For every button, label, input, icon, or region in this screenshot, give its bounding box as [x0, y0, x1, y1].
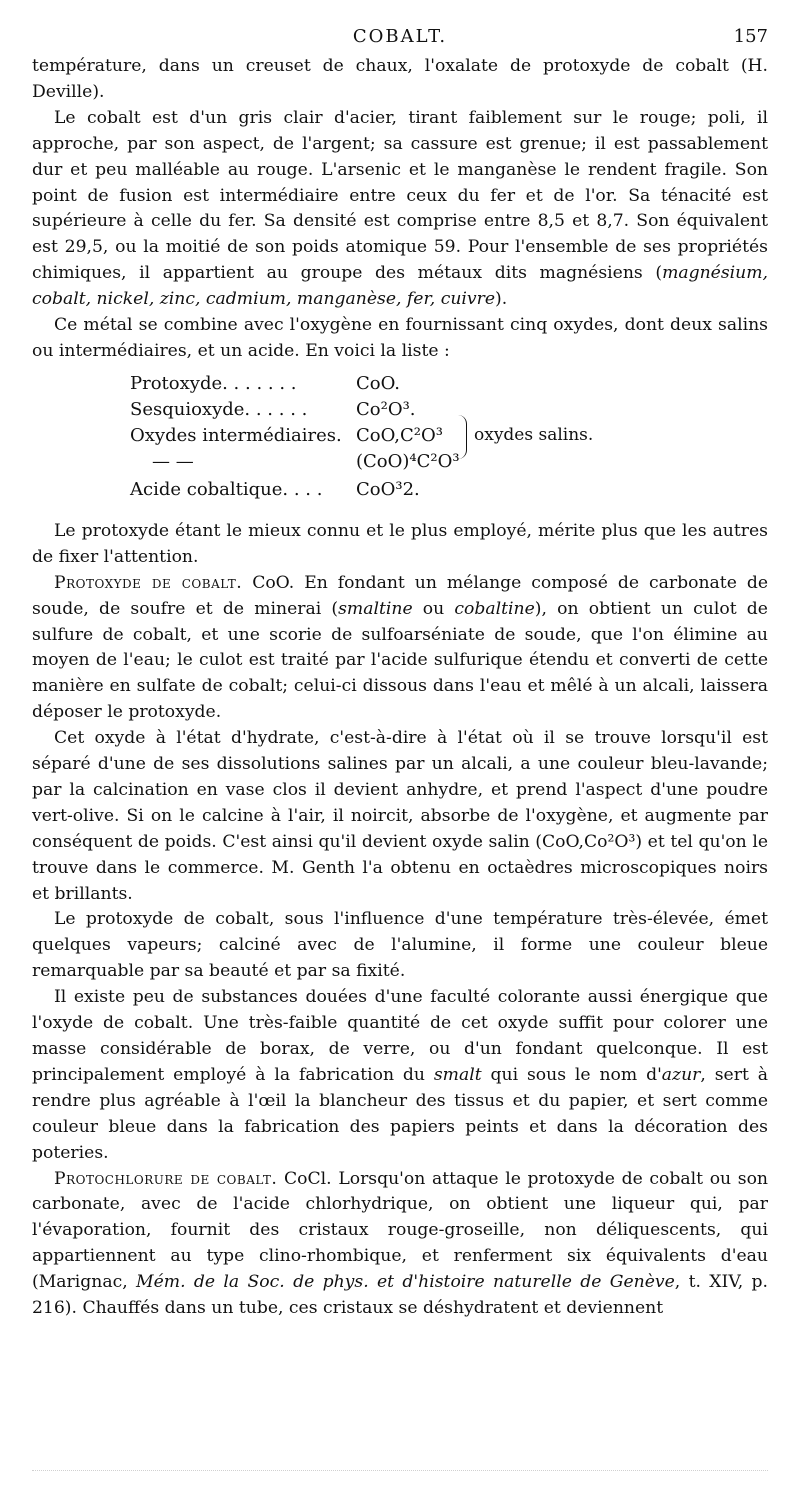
oxides-table	[130, 373, 768, 507]
paragraph-oxides-intro: Ce métal se combine avec l'oxygène en fournissant cinq oxydes, dont deux salins ou intermédiaires, et un acide. En voici la liste :	[32, 315, 768, 361]
paragraph-coloring: Il existe peu de substances douées d'une faculté colorante aussi énergique que l'oxyde de cobalt. Une très-faible quantité de cet oxyde suffit pour colorer une masse considérable de borax, de verre, ou d'un fondant quelconque. Il est principalement employé à la fabrication du smalt qui sous le nom d'azur, sert à rendre plus agréable à l'œil la blancheur des tissus et du papier, et sert comme couleur bleue dans la fabrication des papiers peints et dans la décoration des poteries.	[32, 987, 768, 1163]
section-heading: Protoxyde de cobalt.	[54, 572, 243, 593]
oxide-row: — — (CoO)⁴C²O³	[152, 450, 460, 472]
page-number: 157	[733, 26, 768, 47]
document-page	[32, 26, 768, 1322]
brace	[458, 415, 467, 459]
paragraph-protoxyde-preparation: Protoxyde de cobalt. CoO. En fondant un mélange composé de carbonate de soude, de soufre et de minerai (smaltine ou cobaltine), on obtient un culot de sulfure de cobalt, et une scorie de sulfoarséniate de soude, que l'on élimine au moyen de l'eau; le culot est traité par l'acide sulfurique étendu et converti de cette manière en sulfate de cobalt; celui-ci dissous dans l'eau et mêlé à un alcali, laissera déposer le protoxyde.	[32, 572, 769, 723]
paragraph-protoxyde-note: Le protoxyde étant le mieux connu et le plus employé, mérite plus que les autres de fixer l'attention.	[32, 520, 768, 567]
paragraph-hydrate: Cet oxyde à l'état d'hydrate, c'est-à-dire à l'état où il se trouve lorsqu'il est séparé d'une de ses dissolutions salines par un alcali, a une couleur bleu-lavande; par la calcination en vase clos il devient anhydre, et prend l'aspect d'une poudre vert-olive. Si on le calcine à l'air, il noircit, absorbe de l'oxygène, et augmente par conséquent de poids. C'est ainsi qu'il devient oxyde salin (CoO,Co²O³) et tel qu'on le trouve dans le commerce. M. Genth l'a obtenu en octaèdres microscopiques noirs et brillants.	[32, 728, 768, 904]
brace-label: oxydes salins.	[474, 424, 594, 445]
oxide-row: Oxydes intermédiaires. CoO,C²O³	[130, 424, 443, 446]
paragraph-cobalt-properties: Le cobalt est d'un gris clair d'acier, tirant faiblement sur le rouge; poli, il approche, par son aspect, de l'argent; sa cassure est grenue; il est passablement dur et peu malléable au rouge. L'arsenic et le manganèse le rendent fragile. Son point de fusion est intermédiaire entre ceux du fer et de l'or. Sa ténacité est supérieure à celle du fer. Sa densité est comprise entre 8,5 et 8,7. Son équivalent est 29,5, ou la moitié de son poids atomique 59. Pour l'ensemble de ses propriétés chimiques, il appartient au groupe des métaux dits magnésiens (magnésium, cobalt, nickel, zinc, cadmium, manganèse, fer, cuivre).	[32, 107, 768, 310]
reference-title: Mém. de la Soc. de phys. et d'histoire naturelle de Genève	[136, 1272, 675, 1293]
paragraph-protochlorure: Protochlorure de cobalt. CoCl. Lorsqu'on attaque le protoxyde de cobalt ou son carbonate, avec de l'acide chlorhydrique, on obtient une liqueur qui, par l'évaporation, fournit des cristaux rouge-groseille, non déliquescents, qui appartiennent au type clino-rhombique, et renferment six équivalents d'eau (Marignac, Mém. de la Soc. de phys. et d'histoire naturelle de Genève, t. XIV, p. 216). Chauffés dans un tube, ces cristaux se déshydratent et deviennent	[32, 1168, 769, 1319]
oxide-row: Sesquioxyde. . . . . . Co²O³.	[130, 398, 416, 420]
oxide-row: Acide cobaltique. . . . CoO³2.	[130, 478, 420, 500]
paragraph-high-temperature: Le protoxyde de cobalt, sous l'influence d'une température très-élevée, émet quelques vapeurs; calciné avec de l'alumine, il forme une couleur bleue remarquable par sa beauté et par sa fixité.	[32, 909, 768, 982]
running-title: COBALT.	[352, 26, 448, 47]
scan-noise-line	[32, 1470, 768, 1477]
oxide-row: Protoxyde. . . . . . . CoO.	[130, 372, 401, 394]
metals-list: magnésium, cobalt, nickel, zinc, cadmium, manganèse, fer, cuivre	[32, 263, 768, 310]
page-header	[32, 26, 768, 54]
paragraph-continuation: température, dans un creuset de chaux, l'oxalate de protoxyde de cobalt (H. Deville).	[32, 56, 768, 102]
section-heading: Protochlorure de cobalt.	[54, 1168, 278, 1189]
